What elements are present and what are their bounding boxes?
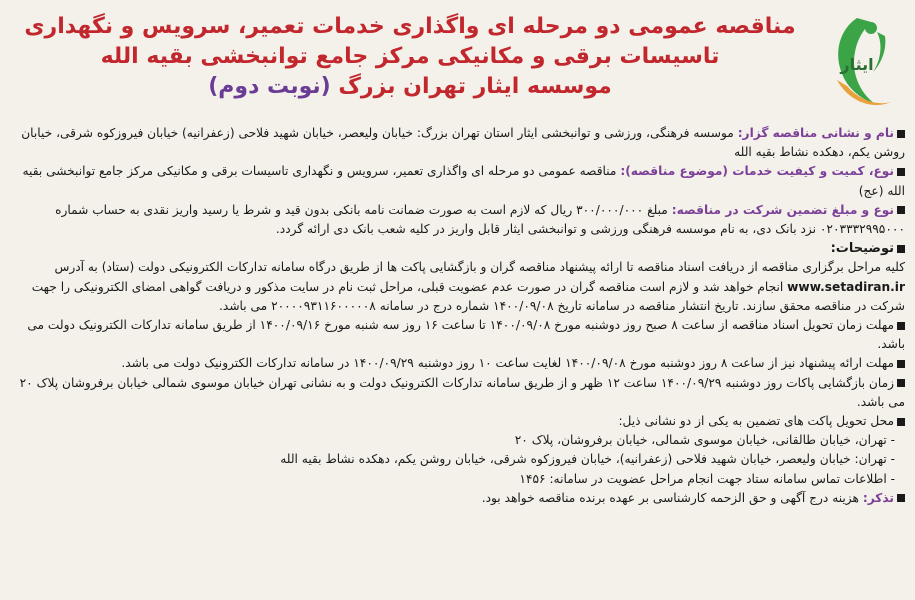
square-bullet-icon [897,379,905,387]
isar-logo-icon [819,10,895,114]
square-bullet-icon [897,322,905,330]
square-bullet-icon [897,494,905,502]
logo-wordmark: ایثار [840,55,874,74]
org-text: موسسه فرهنگی، ورزشی و توانبخشی ایثار استان تهران بزرگ: خیابان ولیعصر، خیابان شهید فلاحی (زعفرانیه) خیابان فیروزکوه شرقی، خیابان روشن یکم، دهکده نشاط بقیه الله [21,126,905,160]
square-bullet-icon [897,245,905,253]
footnote [10,489,905,508]
guarantee-label: نوع و مبلغ تضمین شرکت در مناقصه: [671,202,894,217]
guarantee-section [10,201,905,239]
square-bullet-icon [897,168,905,176]
subject-section [10,162,905,200]
delivery-intro [10,412,905,431]
subject-label: نوع، کمیت و کیفیت خدمات (موضوع مناقصه): [620,164,894,179]
square-bullet-icon [897,206,905,214]
notice-header [10,4,905,120]
docs-deadline-text: مهلت زمان تحویل اسناد مناقصه از ساعت ۸ صبح روز دوشنبه مورخ ۱۴۰۰/۰۹/۰۸ تا ساعت ۱۶ روز سه شنبه مورخ ۱۴۰۰/۰۹/۱۶ از طریق سامانه تدارکات الکترونیک دولت می باشد. [27,318,905,352]
notes-text-a: کلیه مراحل برگزاری مناقصه از دریافت اسناد مناقصه تا ارائه پیشنهاد مناقصه گران و بازگشایی پاکت ها از طریق درگاه سامانه تدارکات الکترونیکی دولت (ستاد) به آدرس [54,260,905,275]
square-bullet-icon [897,130,905,138]
delivery-intro-text: محل تحویل پاکت های تضمین به یکی از دو نشانی ذیل: [618,414,894,429]
org-section [10,124,905,162]
title-line-3-main: موسسه ایثار تهران بزرگ [338,74,612,99]
org-label: نام و نشانی مناقصه گزار: [737,126,894,140]
notice-body [10,124,905,508]
contact-info: - اطلاعات تماس سامانه ستاد جهت انجام مراحل عضویت در سامانه: ۱۴۵۶ [519,471,895,486]
guarantee-text: مبلغ ۳۰۰/۰۰۰/۰۰۰ ریال که لازم است به صورت ضمانت نامه بانکی بدون قید و شرط یا رسید واریز نقدی به حساب شماره ۰۲۰۳۳۳۲۹۹۵۰۰۰ نزد بانک دی، به نام موسسه فرهنگی ورزشی و توانبخشی ایثار قابل واریز در کلیه شعب بانک دی ارائه گردد. [55,202,905,237]
notice-title-block [10,12,810,102]
offer-deadline [10,354,905,373]
footnote-label: تذکر: [862,490,894,505]
footnote-text: هزینه درج آگهی و حق الزحمه کارشناسی بر عهده برنده مناقصه خواهد بود. [481,490,859,505]
setad-url-link[interactable]: www.setadiran.ir [787,279,905,294]
offer-deadline-text: مهلت ارائه پیشنهاد نیز از ساعت ۸ روز دوشنبه مورخ ۱۴۰۰/۰۹/۰۸ لغایت ساعت ۱۰ روز دوشنبه ۱۴۰۰/۰۹/۲۹ در سامانه تدارکات الکترونیک دولت می باشد. [121,356,894,371]
title-line-1: مناقصه عمومی دو مرحله ای واگذاری خدمات تعمیر، سرویس و نگهداری [24,14,796,39]
opening-time [10,374,905,412]
title-round-label: (نوبت دوم) [208,74,331,99]
notes-label: توضیحات: [830,241,894,257]
title-line-2: تاسیسات برقی و مکانیکی مرکز جامع توانبخشی بقیه الله [100,44,720,69]
subject-text: مناقصه عمومی دو مرحله ای واگذاری تعمیر، سرویس و نگهداری تاسیسات برقی و مکانیکی مرکز جامع توانبخشی بقیه الله (عج) [22,164,905,198]
delivery-address-1: - تهران، خیابان طالقانی، خیابان موسوی شمالی، خیابان برفروشان، پلاک ۲۰ [514,433,895,448]
docs-deadline [10,316,905,354]
notes-text-b: انجام خواهد شد و لازم است مناقصه گران در صورت عدم عضویت قبلی، مراحل ثبت نام در سایت مذکور و دریافت گواهی امضای الکترونیکی را جهت شرکت در مناقصه محقق سازند. تاریخ انتشار مناقصه در سامانه تاریخ ۱۴۰۰/۰۹/۰۸ شماره درج در سامانه ۲۰۰۰۰۹۳۱۱۶۰۰۰۰۰۸ می باشد. [31,279,905,313]
title-line-3 [10,72,810,102]
notes-paragraph [10,258,905,316]
square-bullet-icon [897,418,905,426]
square-bullet-icon [897,360,905,368]
notes-section [10,239,905,258]
delivery-address-2: - تهران: خیابان ولیعصر، خیابان شهید فلاحی (زعفرانیه)، خیابان فیروزکوه شرقی، خیابان روشن یکم، دهکده نشاط بقیه الله [280,452,895,467]
opening-time-text: زمان بازگشایی پاکات روز دوشنبه ۱۴۰۰/۰۹/۲۹ ساعت ۱۲ ظهر و از طریق سامانه تدارکات الکترونیک دولت و به نشانی تهران خیابان موسوی شمالی خیابان برفروشان پلاک ۲۰ می باشد. [19,375,905,409]
